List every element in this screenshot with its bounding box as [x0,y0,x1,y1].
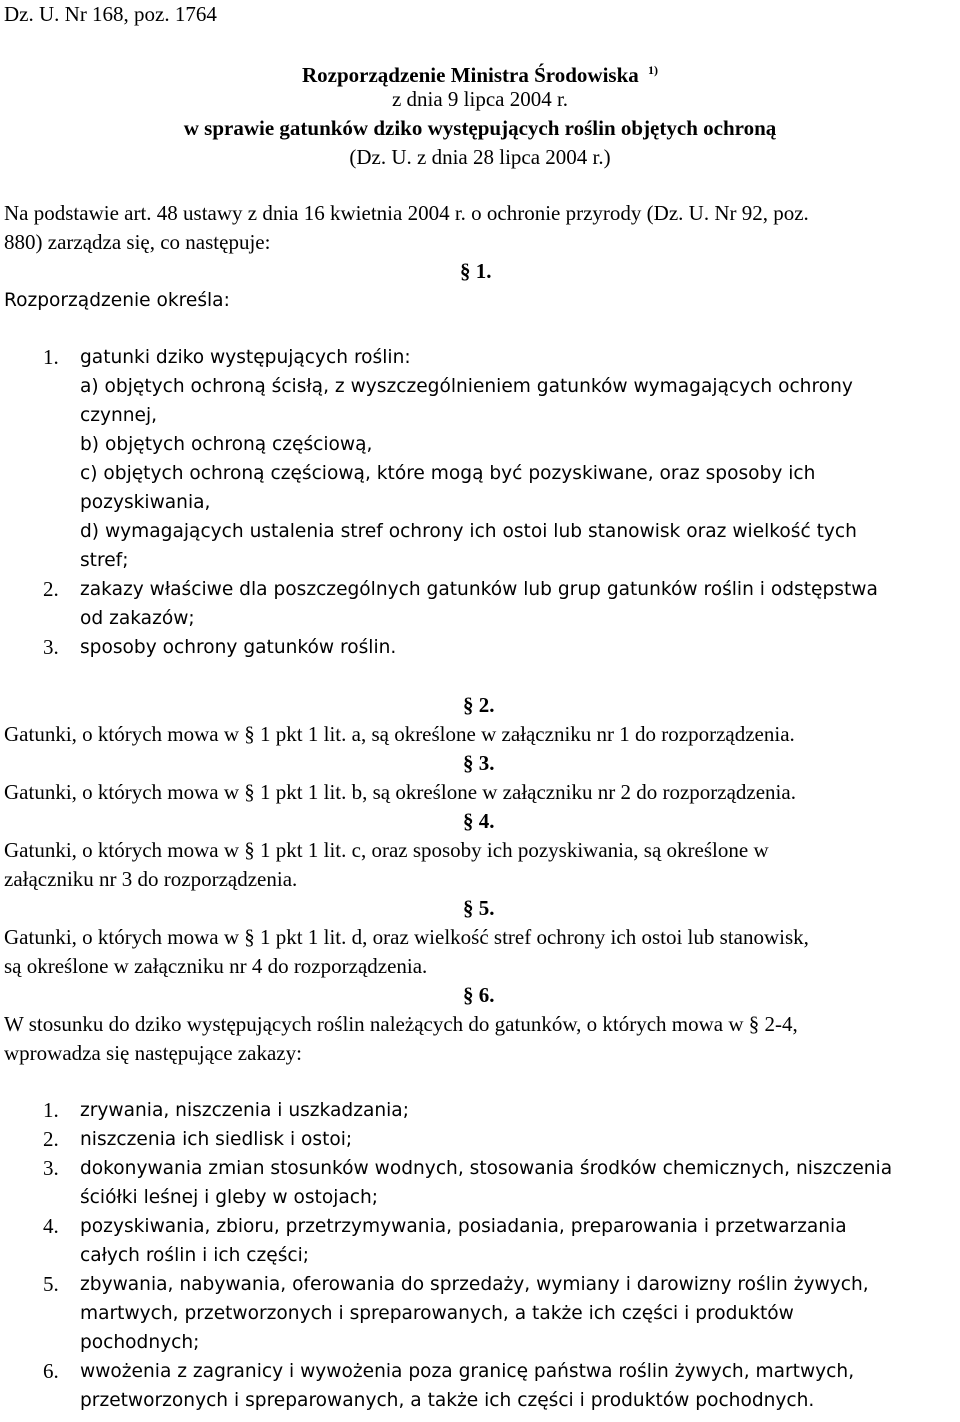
list-item-number: 3. [43,1156,59,1180]
title-subject: w sprawie gatunków dziko występujących roślin objętych ochroną [183,116,777,140]
list-item-number: 2. [43,1127,59,1151]
title-date: z dnia 9 lipca 2004 r. [391,87,569,111]
document-header: Dz. U. Nr 168, poz. 1764 [4,2,217,26]
list-item-number: 3. [43,635,59,659]
list-item-line: b) objętych ochroną częściową, [80,434,373,455]
list-item-number: 5. [43,1272,59,1296]
section-2-text: Gatunki, o których mowa w § 1 pkt 1 lit. a, są określone w załączniku nr 1 do rozporządzenia. [4,722,795,746]
section-6-text-line-2: wprowadza się następujące zakazy: [4,1041,302,1065]
section-5-heading: § 5. [463,896,495,920]
list-item-line: ściółki leśnej i gleby w ostojach; [80,1187,379,1208]
list-item-number: 1. [43,345,59,369]
list-item-line: dokonywania zmian stosunków wodnych, stosowania środków chemicznych, niszczenia [80,1158,893,1179]
list-item-line: pozyskiwania, zbioru, przetrzymywania, posiadania, preparowania i przetwarzania [80,1216,847,1237]
list-item-number: 4. [43,1214,59,1238]
section-6-heading: § 6. [463,983,495,1007]
section-3-heading: § 3. [463,751,495,775]
list-item-line: pozyskiwania, [80,492,211,513]
section-4-heading: § 4. [463,809,495,833]
title-line-1: Rozporządzenie Ministra Środowiska [301,63,639,87]
list-item-line: a) objętych ochroną ścisłą, z wyszczególnieniem gatunków wymagających ochrony [80,376,853,397]
list-item-line: zbywania, nabywania, oferowania do sprzedaży, wymiany i darowizny roślin żywych, [80,1274,869,1295]
section-1-intro: Rozporządzenie określa: [4,290,230,311]
section-1-heading: § 1. [460,259,492,283]
section-5-text-line-2: są określone w załączniku nr 4 do rozporządzenia. [4,954,428,978]
list-item-line: zakazy właściwe dla poszczególnych gatunków lub grup gatunków roślin i odstępstwa [80,579,878,600]
list-item-line: d) wymagających ustalenia stref ochrony ich ostoi lub stanowisk oraz wielkość tych [80,521,857,542]
list-item-line: przetworzonych i spreparowanych, a także ich części i produktów pochodnych. [80,1390,815,1411]
list-item-number: 1. [43,1098,59,1122]
list-item-line: pochodnych; [80,1332,200,1353]
section-2-heading: § 2. [463,693,495,717]
list-item-line: gatunki dziko występujących roślin: [80,347,411,368]
section-6-text-line-1: W stosunku do dziko występujących roślin należących do gatunków, o których mowa w § 2-4, [4,1012,798,1036]
list-item-line: od zakazów; [80,608,195,629]
title-publication: (Dz. U. z dnia 28 lipca 2004 r.) [349,145,611,169]
list-item-line: całych roślin i ich części; [80,1245,310,1266]
list-item-line: niszczenia ich siedlisk i ostoi; [80,1129,353,1150]
section-4-text-line-2: załączniku nr 3 do rozporządzenia. [4,867,298,891]
list-item-line: czynnej, [80,405,158,426]
preamble-line-2: 880) zarządza się, co następuje: [4,230,271,254]
list-item-line: c) objętych ochroną częściową, które mogą być pozyskiwane, oraz sposoby ich [80,463,816,484]
section-5-text-line-1: Gatunki, o których mowa w § 1 pkt 1 lit. d, oraz wielkość stref ochrony ich ostoi lub stanowisk, [4,925,809,949]
list-item-line: sposoby ochrony gatunków roślin. [80,637,397,658]
section-4-text-line-1: Gatunki, o których mowa w § 1 pkt 1 lit. c, oraz sposoby ich pozyskiwania, są określone w [4,838,769,862]
section-3-text: Gatunki, o których mowa w § 1 pkt 1 lit. b, są określone w załączniku nr 2 do rozporządzenia. [4,780,796,804]
list-item-line: wwożenia z zagranicy i wywożenia poza granicę państwa roślin żywych, martwych, [80,1361,855,1382]
list-item-number: 6. [43,1359,59,1383]
preamble-line-1: Na podstawie art. 48 ustawy z dnia 16 kwietnia 2004 r. o ochronie przyrody (Dz. U. Nr 92, poz. [4,201,809,225]
title-footnote: 1) [648,63,659,77]
list-item-line: martwych, przetworzonych i spreparowanych, a także ich części i produktów [80,1303,794,1324]
list-item-line: stref; [80,550,129,571]
list-item-number: 2. [43,577,59,601]
list-item-line: zrywania, niszczenia i uszkadzania; [80,1100,409,1121]
